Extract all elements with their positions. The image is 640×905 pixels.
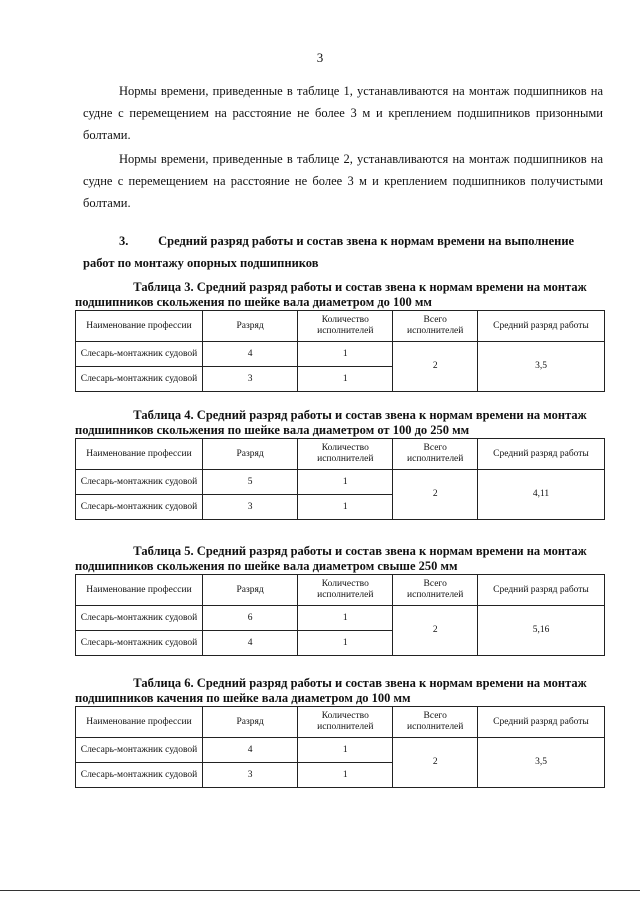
grade-cell: 6 (202, 606, 297, 631)
count-cell: 1 (298, 342, 393, 367)
column-header: Разряд (202, 439, 297, 470)
table-row (76, 738, 605, 763)
column-header: Количество исполнителей (298, 707, 393, 738)
count-cell: 1 (298, 763, 393, 788)
count-cell: 1 (298, 470, 393, 495)
profession-cell: Слесарь-монтажник судовой (76, 495, 203, 520)
column-header: Всего исполнителей (393, 439, 478, 470)
column-header: Средний разряд работы (478, 311, 605, 342)
profession-cell: Слесарь-монтажник судовой (76, 367, 203, 392)
avg-grade-cell: 3,5 (478, 738, 605, 788)
grade-cell: 3 (202, 495, 297, 520)
column-header: Наименование профессии (76, 439, 203, 470)
paragraph-2: Нормы времени, приведенные в таблице 2, устанавливаются на монтаж подшипников на судне с перемещением на расстояние не более 3 м и креплением подшипников получистыми болтами. (83, 152, 603, 210)
crew-table (75, 706, 605, 788)
crew-table (75, 574, 605, 656)
count-cell: 1 (298, 367, 393, 392)
column-header: Всего исполнителей (393, 707, 478, 738)
column-header: Средний разряд работы (478, 707, 605, 738)
total-cell: 2 (393, 470, 478, 520)
table-caption-line2: подшипников качения по шейке вала диаметром до 100 мм (75, 691, 411, 705)
column-header: Разряд (202, 707, 297, 738)
table-row (76, 342, 605, 367)
section-title: Средний разряд работы и состав звена к нормам времени на выполнение работ по монтажу опорных подшипников (83, 234, 575, 270)
table-6-block (75, 676, 605, 788)
column-header: Средний разряд работы (478, 439, 605, 470)
table-caption-line2: подшипников скольжения по шейке вала диаметром от 100 до 250 мм (75, 423, 470, 437)
table-row (76, 606, 605, 631)
total-cell: 2 (393, 342, 478, 392)
table-caption-line1: Таблица 4. Средний разряд работы и состав звена к нормам времени на монтаж (133, 408, 587, 422)
table-header-row (76, 311, 605, 342)
total-cell: 2 (393, 738, 478, 788)
avg-grade-cell: 4,11 (478, 470, 605, 520)
table-caption-line1: Таблица 6. Средний разряд работы и состав звена к нормам времени на монтаж (133, 676, 587, 690)
crew-table (75, 438, 605, 520)
count-cell: 1 (298, 495, 393, 520)
table-5-block (75, 544, 605, 656)
grade-cell: 3 (202, 367, 297, 392)
table-header-row (76, 575, 605, 606)
grade-cell: 3 (202, 763, 297, 788)
crew-table (75, 310, 605, 392)
column-header: Наименование профессии (76, 575, 203, 606)
avg-grade-cell: 5,16 (478, 606, 605, 656)
grade-cell: 4 (202, 631, 297, 656)
table-caption (75, 676, 605, 706)
column-header: Количество исполнителей (298, 311, 393, 342)
column-header: Наименование профессии (76, 707, 203, 738)
section-number: 3. (119, 234, 129, 248)
table-caption-line2: подшипников скольжения по шейке вала диаметром до 100 мм (75, 295, 432, 309)
table-3-block (75, 280, 605, 392)
page-bottom-rule (0, 890, 640, 891)
column-header: Всего исполнителей (393, 311, 478, 342)
table-caption-line1: Таблица 5. Средний разряд работы и состав звена к нормам времени на монтаж (133, 544, 587, 558)
column-header: Количество исполнителей (298, 575, 393, 606)
grade-cell: 5 (202, 470, 297, 495)
count-cell: 1 (298, 606, 393, 631)
column-header: Средний разряд работы (478, 575, 605, 606)
profession-cell: Слесарь-монтажник судовой (76, 342, 203, 367)
column-header: Разряд (202, 311, 297, 342)
grade-cell: 4 (202, 738, 297, 763)
profession-cell: Слесарь-монтажник судовой (76, 631, 203, 656)
paragraph-1: Нормы времени, приведенные в таблице 1, устанавливаются на монтаж подшипников на судне с перемещением на расстояние не более 3 м и креплением подшипников призонными болтами. (83, 84, 603, 142)
section-heading (83, 230, 603, 274)
total-cell: 2 (393, 606, 478, 656)
table-header-row (76, 439, 605, 470)
table-caption (75, 408, 605, 438)
page-number: 3 (316, 50, 324, 65)
profession-cell: Слесарь-монтажник судовой (76, 606, 203, 631)
profession-cell: Слесарь-монтажник судовой (76, 738, 203, 763)
column-header: Всего исполнителей (393, 575, 478, 606)
table-caption (75, 280, 605, 310)
count-cell: 1 (298, 631, 393, 656)
column-header: Разряд (202, 575, 297, 606)
table-4-block (75, 408, 605, 520)
count-cell: 1 (298, 738, 393, 763)
column-header: Количество исполнителей (298, 439, 393, 470)
profession-cell: Слесарь-монтажник судовой (76, 763, 203, 788)
grade-cell: 4 (202, 342, 297, 367)
column-header: Наименование профессии (76, 311, 203, 342)
table-header-row (76, 707, 605, 738)
table-caption-line2: подшипников скольжения по шейке вала диаметром свыше 250 мм (75, 559, 458, 573)
avg-grade-cell: 3,5 (478, 342, 605, 392)
table-row (76, 470, 605, 495)
profession-cell: Слесарь-монтажник судовой (76, 470, 203, 495)
table-caption-line1: Таблица 3. Средний разряд работы и состав звена к нормам времени на монтаж (133, 280, 587, 294)
table-caption (75, 544, 605, 574)
